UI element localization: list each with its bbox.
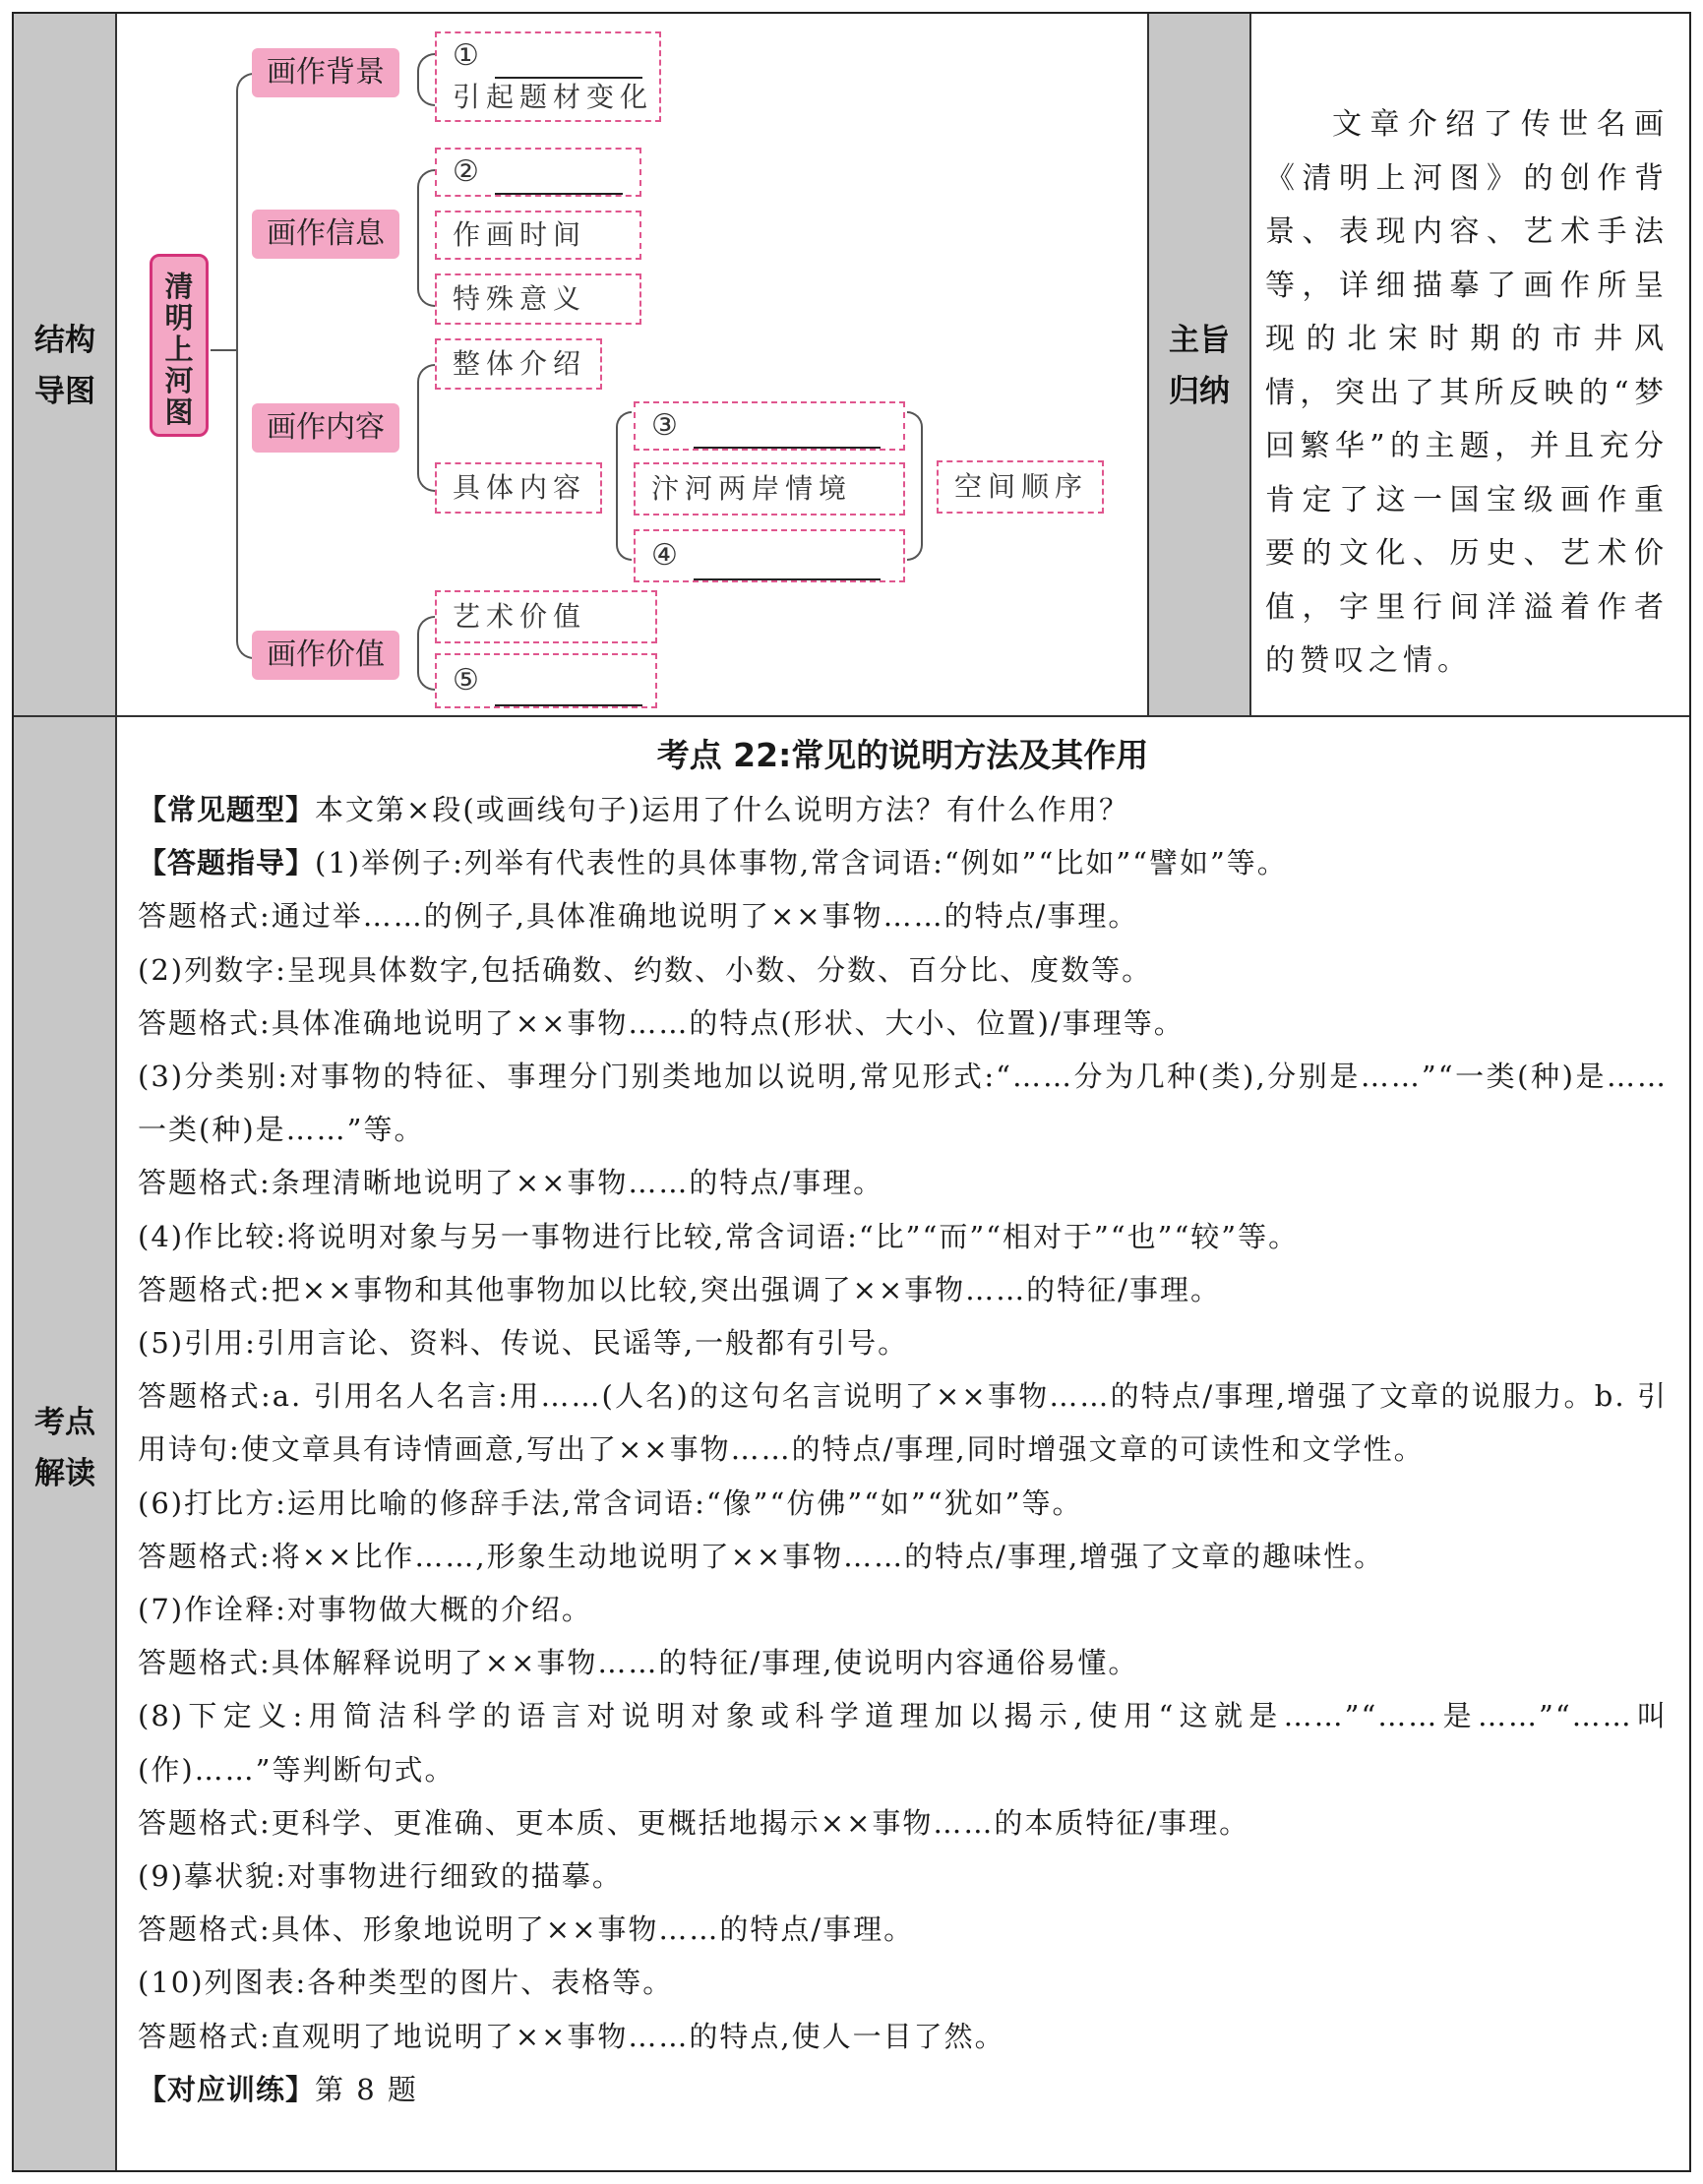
blank-marker-1: ① [453,38,485,73]
blank-box-5 [435,653,657,708]
content-line: 答题格式:将××比作……,形象生动地说明了××事物……的特点/事理,增强了文章的趣味性。 [138,1539,1385,1573]
root-bracket [236,73,260,659]
answer-blank-4[interactable] [694,547,881,580]
info-bracket [417,169,435,307]
value-art: 艺术价值 [435,590,657,643]
exam-point-content [138,728,1668,2116]
content-line: 答题格式:具体解释说明了××事物……的特征/事理,使说明内容通俗易懂。 [138,1646,1139,1680]
connector [211,349,236,351]
structure-map-label: 结构 导图 [34,323,95,409]
info-item-time: 作画时间 [435,211,641,260]
background-bracket [417,53,435,106]
content-line: (9)摹状貌:对事物进行细致的描摹。 [138,1859,623,1894]
training-line: 【对应训练】第 8 题 [138,2072,418,2106]
info-item-meaning: 特殊意义 [435,273,641,325]
theme-summary-text: 文章介绍了传世名画《清明上河图》的创作背景、表现内容、艺术手法等，详细描摹了画作所呈现的北宋时期的市井风情，突出了其所反映的“梦回繁华”的主题，并且充分肯定了这一国宝级画作重要的文化、历史、艺术价值，字里行间洋溢着作者的赞叹之情。 [1265,107,1669,678]
branch-background: 画作背景 [252,48,399,97]
content-line: (3)分类别:对事物的特征、事理分门别类地加以说明,常见形式:“……分为几种(类),分别是……”“一类(种)是……一类(种)是……”等。 [138,1060,1668,1147]
content-line: 答题格式:把××事物和其他事物加以比较,突出强调了××事物……的特征/事理。 [138,1272,1221,1306]
content-line: (10)列图表:各种类型的图片、表格等。 [138,1966,674,2000]
exam-point-label: 考点 解读 [34,1405,95,1491]
content-order: 空间顺序 [937,460,1104,514]
content-line: (7)作诠释:对事物做大概的介绍。 [138,1593,592,1627]
content-overall: 整体介绍 [435,338,602,390]
answer-blank-5[interactable] [495,673,642,706]
divider [14,715,1689,717]
answer-blank-1[interactable] [495,45,642,79]
content-line: 答题格式:具体准确地说明了××事物……的特点(形状、大小、位置)/事理等。 [138,1005,1185,1040]
background-group [435,31,661,122]
content-line: 答题格式:通过举……的例子,具体准确地说明了××事物……的特点/事理。 [138,899,1139,934]
content-line: (5)引用:引用言论、资料、传说、民谣等,一般都有引号。 [138,1326,909,1361]
branch-content: 画作内容 [252,403,399,453]
answer-blank-2[interactable] [495,161,623,195]
answer-blank-3[interactable] [694,415,881,449]
guide-line: 【答题指导】(1)举例子:列举有代表性的具体事物,常含词语:“例如”“比如”“譬如”等。 [138,846,1288,880]
branch-value: 画作价值 [252,631,399,680]
content-line: 答题格式:条理清晰地说明了××事物……的特点/事理。 [138,1166,884,1200]
content-line: (2)列数字:呈现具体数字,包括确数、约数、小数、分数、百分比、度数等。 [138,952,1153,987]
background-item: 引起题材变化 [453,81,654,113]
blank-marker-3: ③ [651,408,684,443]
content-bracket [417,364,435,492]
mindmap-root: 清明上河图 [150,254,209,437]
exam-point-title: 考点 22:常见的说明方法及其作用 [656,736,1149,774]
blank-marker-4: ④ [651,538,684,573]
content-line: 答题格式:具体、形象地说明了××事物……的特点/事理。 [138,1912,915,1947]
content-line: (6)打比方:运用比喻的修辞手法,常含词语:“像”“仿佛”“如”“犹如”等。 [138,1486,1083,1520]
blank-box-4 [634,529,905,582]
content-line: 答题格式:更科学、更准确、更本质、更概括地揭示××事物……的本质特征/事理。 [138,1805,1250,1840]
content-line: (8)下定义:用简洁科学的语言对说明对象或科学道理加以揭示,使用“这就是……”“……是……”“……叫(作)……”等判断句式。 [138,1699,1668,1787]
order-bracket [907,411,923,561]
content-line: (4)作比较:将说明对象与另一事物进行比较,常含词语:“比”“而”“相对于”“也”“较”等。 [138,1219,1300,1253]
content-line: 答题格式:直观明了地说明了××事物……的特点,使人一目了然。 [138,2019,1005,2053]
specific-bracket [616,411,632,561]
content-line: 答题格式:a. 引用名人名言:用……(人名)的这句名言说明了××事物……的特点/事理,增强了文章的说服力。b. 引用诗句:使文章具有诗情画意,写出了××事物……的特点/事理,同时增强文章的可读性和文学性。 [138,1379,1668,1467]
blank-box-3 [634,401,905,451]
question-type-line: 【常见题型】本文第×段(或画线句子)运用了什么说明方法？有什么作用？ [138,793,1129,826]
value-bracket [417,616,435,691]
content-specific: 具体内容 [435,462,602,514]
branch-info: 画作信息 [252,210,399,259]
theme-summary-label: 主旨 归纳 [1169,323,1230,409]
content-river: 汴河两岸情境 [634,462,905,516]
blank-marker-2: ② [453,154,485,189]
blank-marker-5: ⑤ [453,663,485,698]
blank-box-2 [435,148,641,197]
